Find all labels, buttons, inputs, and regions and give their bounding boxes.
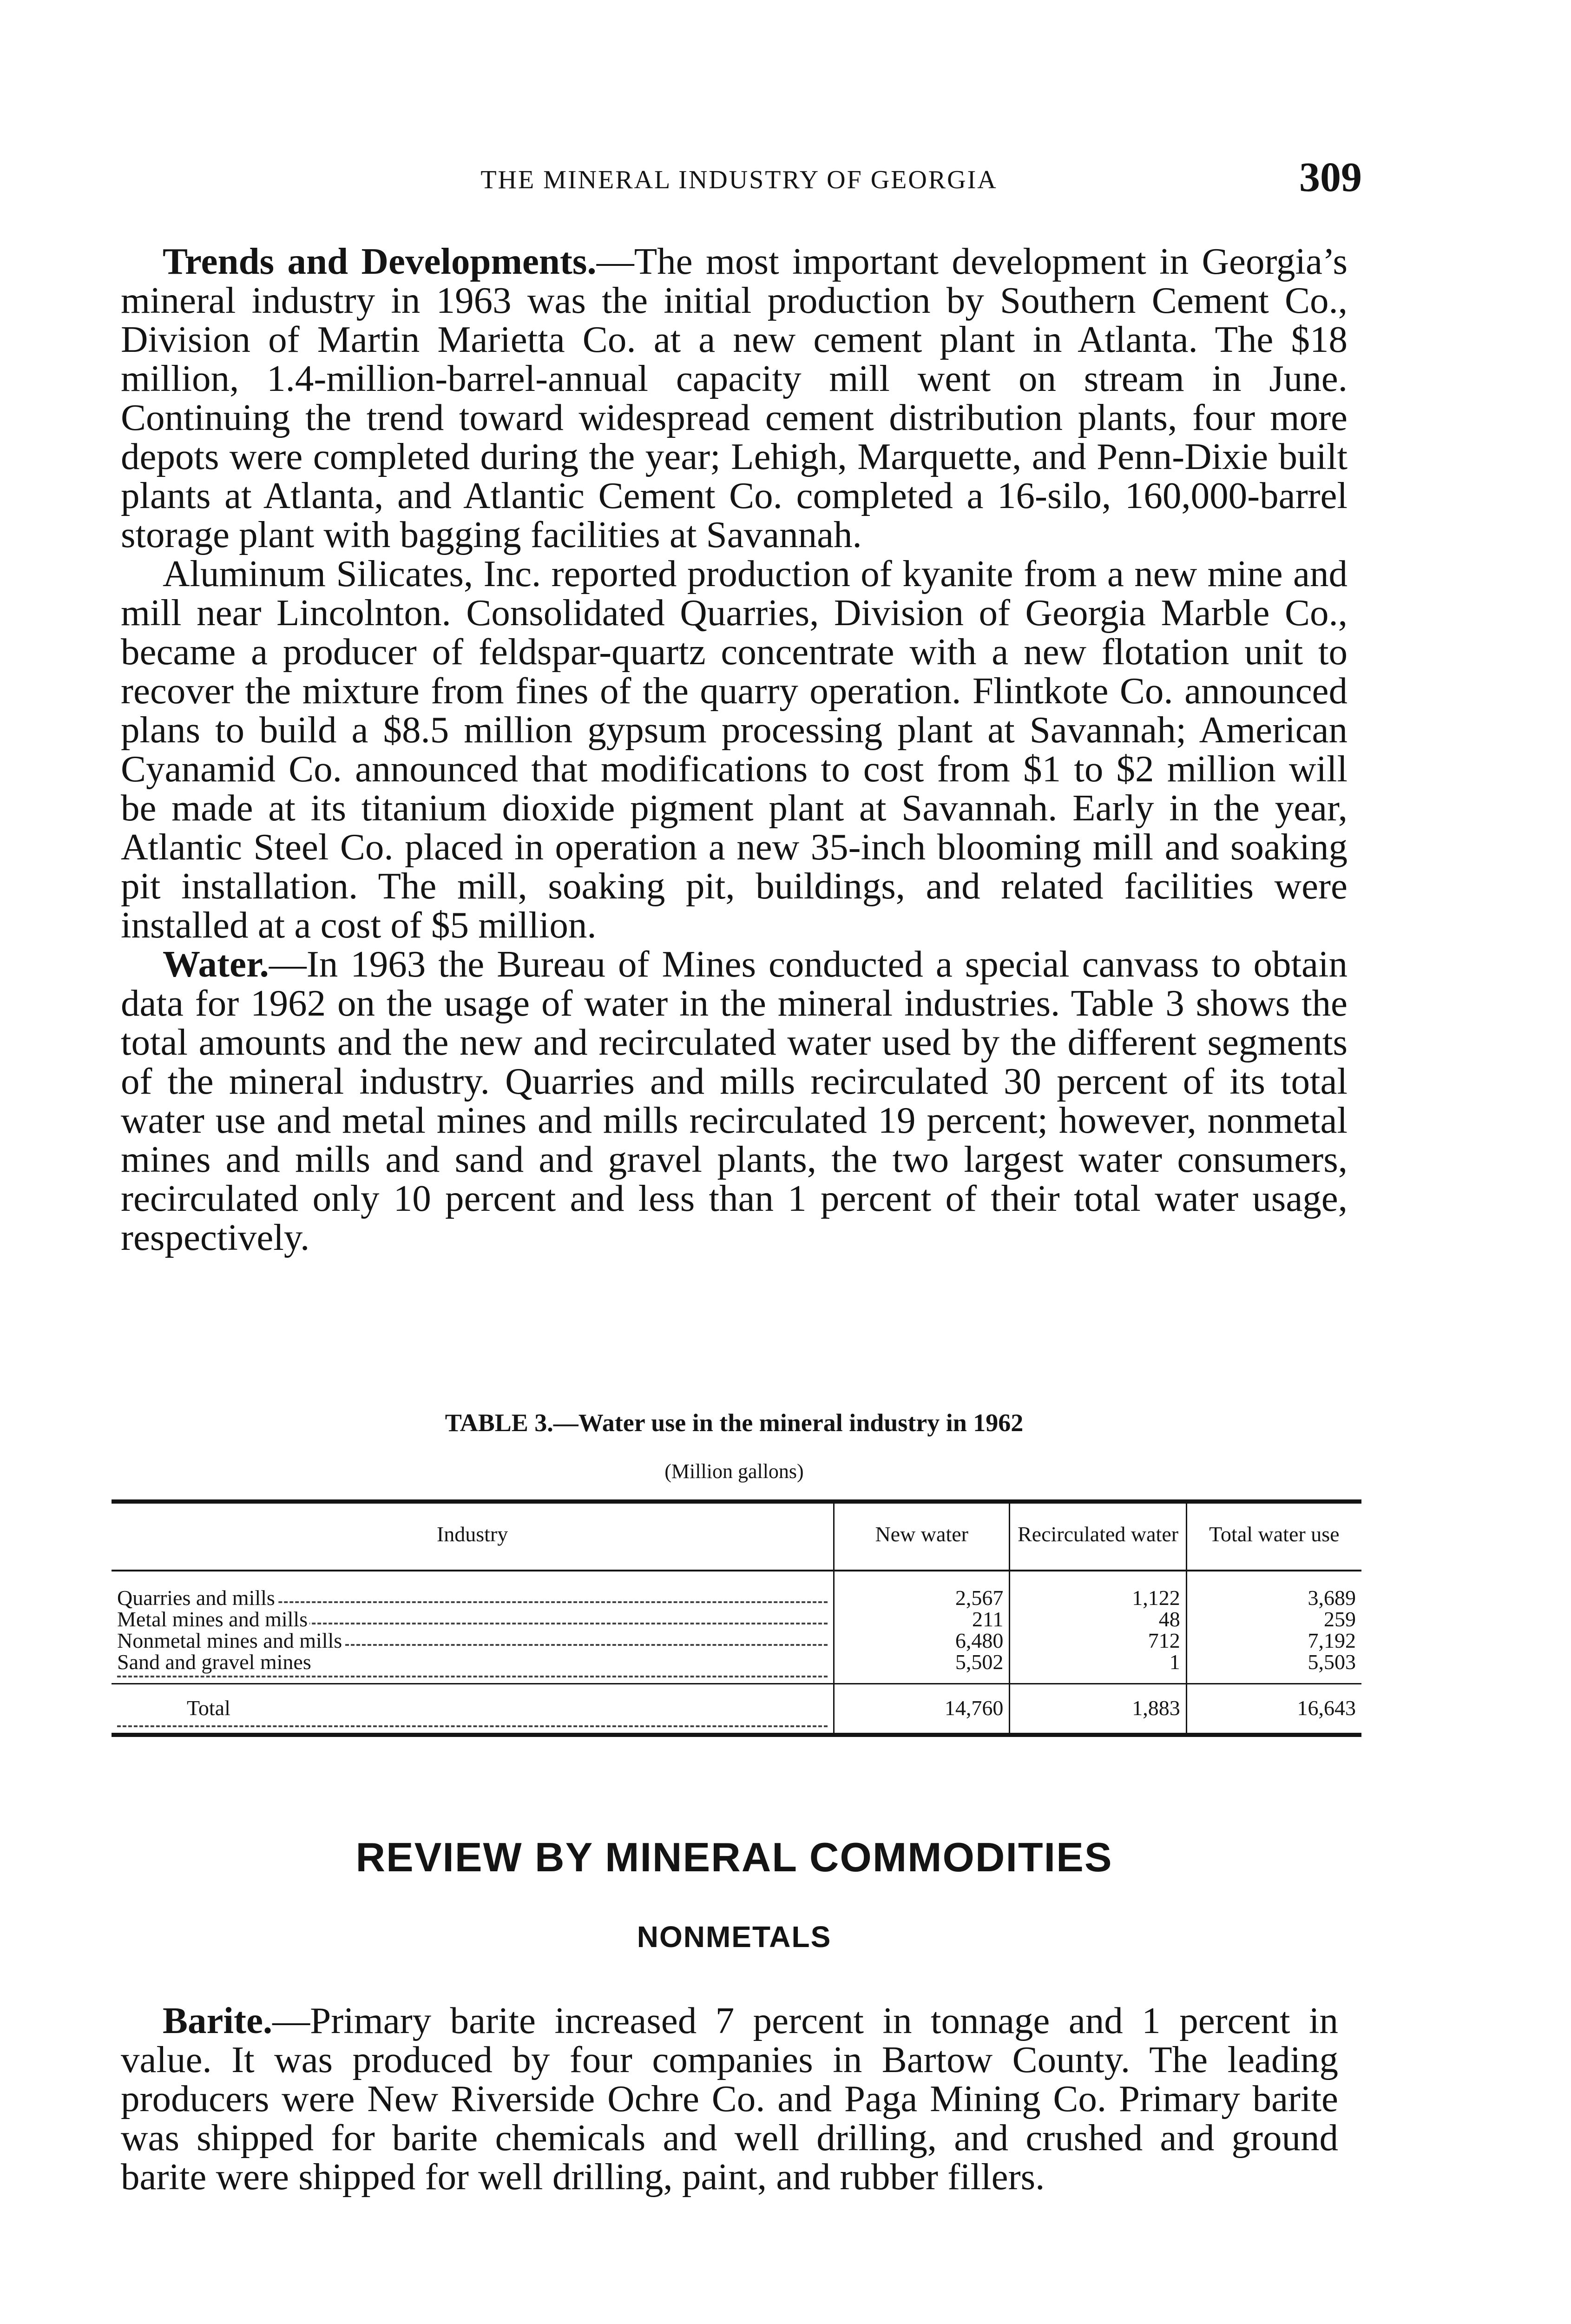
cell-new-water: 2,567 — [834, 1571, 1010, 1609]
paragraph-heading: Trends and Developments. — [163, 240, 597, 282]
running-header: THE MINERAL INDUSTRY OF GEORGIA — [480, 165, 998, 194]
cell-recirculated-water: 48 — [1010, 1609, 1186, 1630]
table-header-row — [112, 1504, 1361, 1571]
body-text-top — [121, 242, 1348, 1257]
col-header-total-water-use: Total water use — [1186, 1504, 1361, 1571]
table-row — [112, 1609, 1361, 1630]
total-water-use: 16,643 — [1186, 1684, 1361, 1733]
paragraph-text: —In 1963 the Bureau of Mines conducted a special canvass to obtain data for 1962 on the usage of water in the mineral industries. Table 3 shows the total amounts and the new and recirculated water used by the different segments of the mineral industry. Quarries and mills recirculated 30 percent of its total water use and metal mines and mills recirculated 19 percent; however, nonmetal mines and mills and sand and gravel plants, the two largest water consumers, recirculated only 10 percent and less than 1 percent of their total water usage, respectively. — [121, 943, 1348, 1258]
col-header-industry: Industry — [112, 1504, 834, 1571]
cell-total-water: 259 — [1186, 1609, 1361, 1630]
body-text-barite — [121, 2001, 1338, 2196]
paragraph-water — [121, 944, 1348, 1257]
cell-recirculated-water: 1 — [1010, 1651, 1186, 1684]
paragraph-text: —Primary barite increased 7 percent in tonnage and 1 percent in value. It was produced by four companies in Bartow County. The leading producers were New Riverside Ochre Co. and Paga Mining Co. Primary barite was shipped for barite chemicals and well drilling, and crushed and ground barite were shipped for well drilling, paint, and rubber fillers. — [121, 2000, 1338, 2198]
table-row — [112, 1571, 1361, 1609]
table-total-row — [112, 1684, 1361, 1733]
cell-new-water: 211 — [834, 1609, 1010, 1630]
total-label: Total — [112, 1684, 834, 1733]
total-recirculated-water: 1,883 — [1010, 1684, 1186, 1733]
row-label: Nonmetal mines and mills — [112, 1630, 834, 1651]
paragraph-text: Aluminum Silicates, Inc. reported production of kyanite from a new mine and mill near Lincolnton. Consolidated Quarries, Division of Georgia Marble Co., became a producer of feldspar-quartz concentrate with a new flotation unit to recover the mixture from fines of the quarry operation. Flintkote Co. announced plans to build a $8.5 million gypsum processing plant at Savannah; American Cyanamid Co. announced that modifications to cost from $1 to $2 million will be made at its titanium dioxide pigment plant at Savannah. Early in the year, Atlantic Steel Co. placed in operation a new 35-inch blooming mill and soaking pit installation. The mill, soaking pit, buildings, and related facilities were installed at a cost of $5 million. — [121, 553, 1348, 946]
section-title: REVIEW BY MINERAL COMMODITIES — [355, 1834, 1113, 1880]
cell-recirculated-water: 712 — [1010, 1630, 1186, 1651]
paragraph-barite — [121, 2001, 1338, 2196]
cell-total-water: 7,192 — [1186, 1630, 1361, 1651]
paragraph-trends — [121, 242, 1348, 554]
water-use-table — [112, 1499, 1361, 1737]
paragraph-heading: Barite. — [163, 2000, 273, 2041]
row-label: Quarries and mills — [112, 1571, 834, 1609]
row-label: Sand and gravel mines — [112, 1651, 834, 1684]
paragraph-heading: Water. — [163, 943, 269, 985]
row-label: Metal mines and mills — [112, 1609, 834, 1630]
cell-recirculated-water: 1,122 — [1010, 1571, 1186, 1609]
table-subcaption: (Million gallons) — [664, 1460, 804, 1483]
table-caption: TABLE 3.—Water use in the mineral industry in 1962 — [445, 1409, 1024, 1437]
cell-total-water: 5,503 — [1186, 1651, 1361, 1684]
page-number: 309 — [1299, 154, 1362, 200]
table-row — [112, 1651, 1361, 1684]
table-row — [112, 1630, 1361, 1651]
cell-new-water: 6,480 — [834, 1630, 1010, 1651]
section-subtitle: NONMETALS — [637, 1920, 832, 1954]
total-new-water: 14,760 — [834, 1684, 1010, 1733]
paragraph-aluminum — [121, 554, 1348, 944]
paragraph-text: —The most important development in Georgia’s mineral industry in 1963 was the initial production by Southern Cement Co., Division of Martin Marietta Co. at a new cement plant in Atlanta. The $18 million, 1.4-million-barrel-annual capacity mill went on stream in June. Continuing the trend toward widespread cement distribution plants, four more depots were completed during the year; Lehigh, Marquette, and Penn-Dixie built plants at Atlanta, and Atlantic Cement Co. completed a 16-silo, 160,000-barrel storage plant with bagging facilities at Savannah. — [121, 240, 1348, 555]
col-header-new-water: New water — [834, 1504, 1010, 1571]
cell-new-water: 5,502 — [834, 1651, 1010, 1684]
cell-total-water: 3,689 — [1186, 1571, 1361, 1609]
col-header-recirculated-water: Recirculated water — [1010, 1504, 1186, 1571]
